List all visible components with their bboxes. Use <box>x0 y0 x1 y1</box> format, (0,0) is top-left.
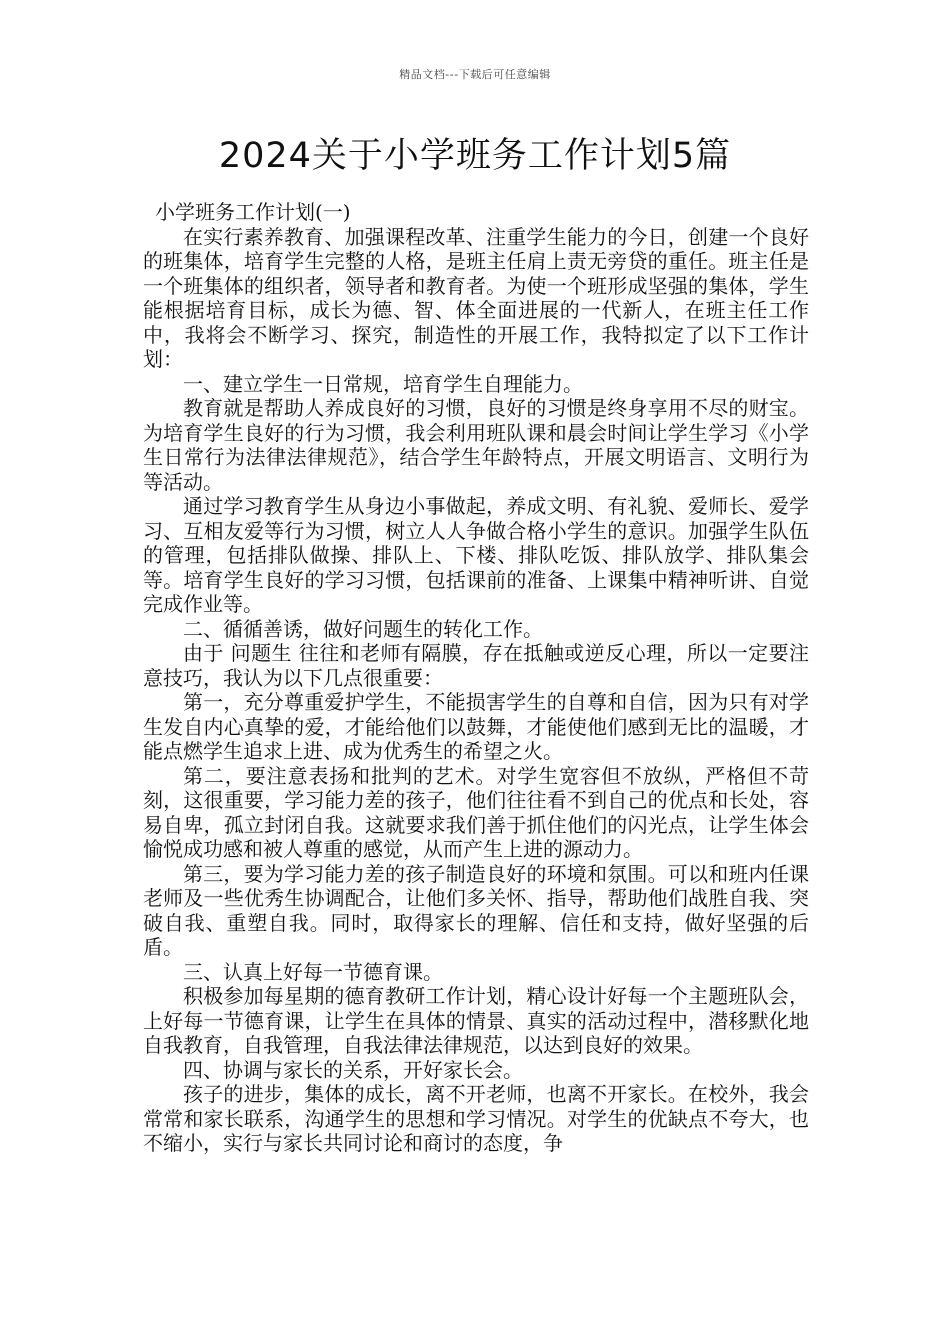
paragraph: 通过学习教育学生从身边小事做起，养成文明、有礼貌、爱师长、爱学习、互相友爱等行为习惯，树立人人争做合格小学生的意识。加强学生队伍的管理，包括排队做操、排队上、下楼、排队吃饭、排队放学、排队集会等。培育学生良好的学习习惯，包括课前的准备、上课集中精神听讲、自觉完成作业等。 <box>143 494 809 616</box>
paragraph: 积极参加每星期的德育教研工作计划，精心设计好每一个主题班队会，上好每一节德育课，让学生在具体的情景、真实的活动过程中，潜移默化地自我教育，自我管理，自我法律法律规范，以达到良好的效果。 <box>143 984 809 1057</box>
paragraph: 孩子的进步，集体的成长，离不开老师，也离不开家长。在校外，我会常常和家长联系，沟通学生的思想和学习情况。对学生的优缺点不夸大，也不缩小，实行与家长共同讨论和商讨的态度，争 <box>143 1082 809 1155</box>
paragraph: 二、循循善诱，做好问题生的转化工作。 <box>183 616 543 641</box>
document-body <box>143 200 809 1156</box>
section-title: 小学班务工作计划(一) <box>155 200 351 224</box>
header-note: 精品文档---下载后可任意编辑 <box>399 68 551 81</box>
paragraph: 三、认真上好每一节德育课。 <box>183 959 443 984</box>
document-title: 2024关于小学班务工作计划5篇 <box>218 136 732 176</box>
paragraph: 教育就是帮助人养成良好的习惯，良好的习惯是终身享用不尽的财宝。为培育学生良好的行为习惯，我会利用班队课和晨会时间让学生学习《小学生日常行为法律法律规范》，结合学生年龄特点，开展文明语言、文明行为等活动。 <box>143 396 809 494</box>
paragraph: 四、协调与家长的关系，开好家长会。 <box>183 1057 523 1082</box>
paragraph: 在实行素养教育、加强课程改革、注重学生能力的今日，创建一个良好的班集体，培育学生完整的人格，是班主任肩上责无旁贷的重任。班主任是一个班集体的组织者，领导者和教育者。为使一个班形成坚强的集体，学生能根据培育目标，成长为德、智、体全面进展的一代新人，在班主任工作中，我将会不断学习、探究，制造性的开展工作，我特拟定了以下工作计划： <box>143 224 809 371</box>
paragraph: 由于 问题生 往往和老师有隔膜，存在抵触或逆反心理，所以一定要注意技巧，我认为以下几点很重要： <box>143 641 809 690</box>
paragraph: 第二，要注意表扬和批判的艺术。对学生宽容但不放纵，严格但不苛刻，这很重要，学习能力差的孩子，他们往往看不到自己的优点和长处，容易自卑，孤立封闭自我。这就要求我们善于抓住他们的闪光点，让学生体会愉悦成功感和被人尊重的感觉，从而产生上进的源动力。 <box>143 763 809 861</box>
paragraph: 第三，要为学习能力差的孩子制造良好的环境和氛围。可以和班内任课老师及一些优秀生协调配合，让他们多关怀、指导，帮助他们战胜自我、突破自我、重塑自我。同时，取得家长的理解、信任和支持，做好坚强的后盾。 <box>143 861 809 959</box>
paragraph: 一、建立学生一日常规，培育学生自理能力。 <box>183 371 583 396</box>
paragraph: 第一，充分尊重爱护学生，不能损害学生的自尊和自信，因为只有对学生发自内心真挚的爱，才能给他们以鼓舞，才能使他们感到无比的温暖，才能点燃学生追求上进、成为优秀生的希望之火。 <box>143 690 809 763</box>
